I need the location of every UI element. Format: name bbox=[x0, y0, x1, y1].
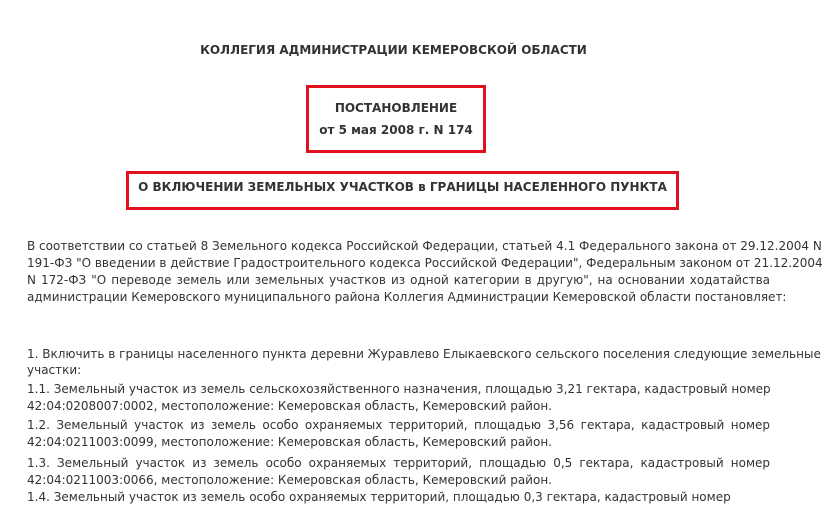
preamble-line-3: N 172-ФЗ "О переводе земель или земельных участков из одной категории в другую", на основании ходатайства bbox=[27, 273, 770, 287]
decree-highlight-box bbox=[306, 85, 486, 153]
item-1-3-line-1: 1.3. Земельный участок из земель особо охраняемых территорий, площадью 0,5 гектара, кадастровый номер bbox=[27, 456, 770, 470]
cutoff-line bbox=[27, 489, 770, 504]
preamble-line-2: 191-ФЗ "О введении в действие Градостроительного кодекса Российской Федерации", Федеральным законом от 21.12.2004 bbox=[27, 256, 823, 270]
preamble-line-1: В соответствии со статьей 8 Земельного кодекса Российской Федерации, статьей 4.1 Федерального закона от 29.12.2004 N bbox=[27, 239, 822, 253]
item-1-1-line-2: 42:04:0208007:0002, местоположение: Кемеровская область, Кемеровский район. bbox=[27, 399, 552, 413]
organization-heading: КОЛЛЕГИЯ АДМИНИСТРАЦИИ КЕМЕРОВСКОЙ ОБЛАСТИ bbox=[200, 43, 587, 57]
item-1-2-line-1: 1.2. Земельный участок из земель особо охраняемых территорий, площадью 3,56 гектара, кадастровый номер bbox=[27, 418, 770, 432]
document-title: О ВКЛЮЧЕНИИ ЗЕМЕЛЬНЫХ УЧАСТКОВ в ГРАНИЦЫ НАСЕЛЕННОГО ПУНКТА bbox=[138, 180, 667, 194]
item-1-3-line-2: 42:04:0211003:0066, местоположение: Кемеровская область, Кемеровский район. bbox=[27, 473, 552, 487]
preamble-line-4: администрации Кемеровского муниципального района Коллегия Администрации Кемеровской области постановляет: bbox=[27, 290, 787, 304]
decree-label: ПОСТАНОВЛЕНИЕ bbox=[334, 101, 458, 115]
item-1-2-line-2: 42:04:0211003:0099, местоположение: Кемеровская область, Кемеровский район. bbox=[27, 435, 552, 449]
decree-date: от 5 мая 2008 г. N 174 bbox=[319, 123, 473, 137]
item-1-line-2: участки: bbox=[27, 363, 82, 377]
cutoff-line-text: 1.4. Земельный участок из земель особо охраняемых территорий, площадью 0,3 гектара, кадастровый номер bbox=[27, 490, 731, 504]
item-1-1-line-1: 1.1. Земельный участок из земель сельскохозяйственного назначения, площадью 3,21 гектара, кадастровый номер bbox=[27, 382, 771, 396]
item-1-line-1: 1. Включить в границы населенного пункта деревни Журавлево Елыкаевского сельского поселения следующие земельные bbox=[27, 347, 821, 361]
